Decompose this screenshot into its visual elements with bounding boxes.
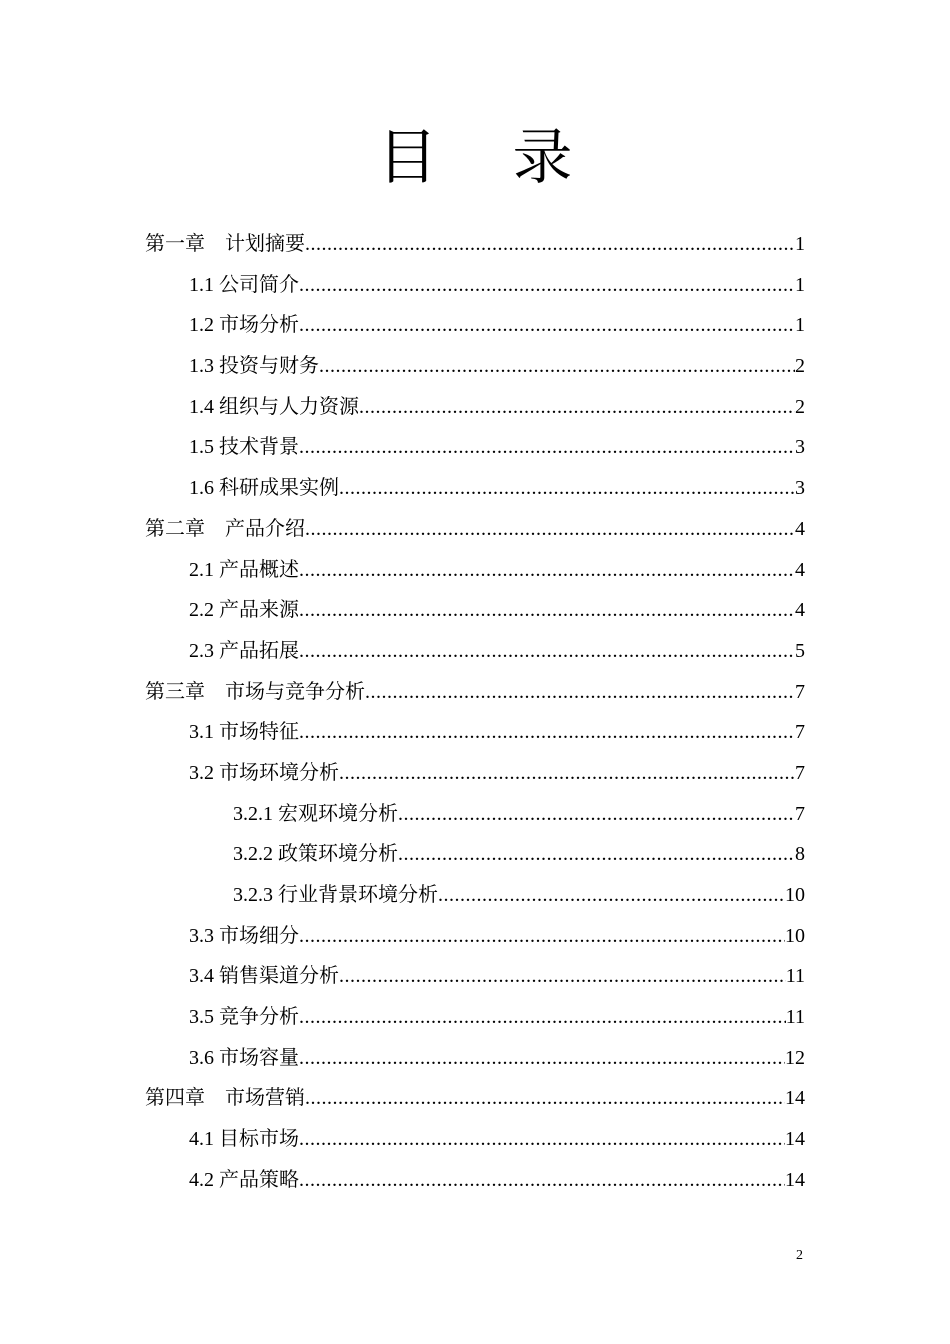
toc-entry-title: 3.2.3 行业背景环境分析 [233, 884, 438, 906]
toc-entry-title: 1.4 组织与人力资源 [189, 395, 359, 418]
toc-subsection-entry[interactable] [0, 794, 950, 835]
toc-entry-title: 3.5 竞争分析 [189, 1006, 299, 1029]
toc-dot-leader [339, 753, 795, 794]
toc-entry-page-number: 2 [795, 355, 805, 378]
toc-section-entry[interactable] [0, 631, 950, 672]
toc-chapter-entry[interactable] [0, 1078, 950, 1119]
toc-entry-title: 第四章 市场营销 [145, 1087, 305, 1110]
toc-entry-page-number: 14 [785, 1168, 805, 1191]
toc-entry-page-number: 1 [795, 233, 805, 255]
toc-dot-leader [299, 1038, 785, 1079]
toc-section-entry[interactable] [0, 346, 950, 387]
toc-entry-title: 2.1 产品概述 [189, 558, 299, 581]
toc-entry-title: 第一章 计划摘要 [145, 233, 305, 255]
toc-entry-title: 1.2 市场分析 [189, 314, 299, 337]
toc-entry-title: 第三章 市场与竞争分析 [145, 680, 365, 703]
toc-dot-leader [359, 387, 795, 428]
toc-subsection-entry[interactable] [0, 875, 950, 916]
page-title: 目 录 [377, 123, 601, 193]
toc-entry-title: 2.3 产品拓展 [189, 639, 299, 662]
toc-entry-title: 3.2 市场环境分析 [189, 761, 339, 784]
toc-entry-page-number: 2 [795, 395, 805, 418]
toc-entry-title: 1.1 公司简介 [189, 273, 299, 296]
toc-entry-page-number: 10 [785, 924, 805, 947]
toc-entry-title: 3.1 市场特征 [189, 721, 299, 744]
toc-entry-page-number: 12 [785, 1046, 805, 1069]
toc-section-entry[interactable] [0, 916, 950, 957]
toc-entry-title: 3.3 市场细分 [189, 924, 299, 947]
toc-section-entry[interactable] [0, 956, 950, 997]
toc-chapter-entry[interactable] [0, 224, 950, 265]
toc-section-entry[interactable] [0, 997, 950, 1038]
toc-entry-page-number: 7 [795, 802, 805, 825]
toc-section-entry[interactable] [0, 1038, 950, 1079]
table-of-contents [0, 224, 950, 1201]
toc-dot-leader [299, 265, 795, 306]
toc-dot-leader [305, 1078, 785, 1119]
toc-entry-page-number: 10 [785, 884, 805, 906]
toc-entry-page-number: 4 [795, 558, 805, 581]
toc-dot-leader [319, 346, 795, 387]
toc-section-entry[interactable] [0, 265, 950, 306]
toc-entry-page-number: 5 [795, 639, 805, 662]
toc-chapter-entry[interactable] [0, 509, 950, 550]
toc-section-entry[interactable] [0, 427, 950, 468]
toc-entry-title: 3.6 市场容量 [189, 1046, 299, 1069]
toc-dot-leader [299, 1160, 785, 1201]
toc-entry-title: 第二章 产品介绍 [145, 517, 305, 540]
toc-dot-leader [438, 875, 785, 916]
toc-section-entry[interactable] [0, 712, 950, 753]
toc-section-entry[interactable] [0, 468, 950, 509]
toc-dot-leader [305, 509, 795, 550]
toc-entry-page-number: 7 [795, 721, 805, 744]
toc-subsection-entry[interactable] [0, 834, 950, 875]
toc-entry-title: 1.5 技术背景 [189, 436, 299, 459]
toc-entry-page-number: 7 [795, 761, 805, 784]
toc-entry-page-number: 8 [795, 843, 805, 866]
toc-entry-page-number: 4 [795, 599, 805, 622]
toc-entry-title: 2.2 产品来源 [189, 599, 299, 622]
toc-dot-leader [299, 631, 795, 672]
toc-entry-title: 3.4 销售渠道分析 [189, 965, 339, 988]
toc-dot-leader [305, 224, 795, 265]
toc-section-entry[interactable] [0, 550, 950, 591]
page-number: 2 [796, 1248, 803, 1263]
toc-dot-leader [299, 916, 785, 957]
toc-dot-leader [299, 997, 786, 1038]
toc-entry-title: 3.2.2 政策环境分析 [233, 843, 398, 866]
toc-section-entry[interactable] [0, 753, 950, 794]
toc-entry-page-number: 1 [795, 273, 805, 296]
toc-entry-title: 4.2 产品策略 [189, 1168, 299, 1191]
toc-dot-leader [299, 427, 795, 468]
toc-section-entry[interactable] [0, 387, 950, 428]
toc-section-entry[interactable] [0, 590, 950, 631]
toc-entry-title: 1.3 投资与财务 [189, 355, 319, 378]
toc-entry-page-number: 11 [785, 1006, 805, 1029]
toc-dot-leader [365, 672, 795, 713]
toc-dot-leader [398, 794, 795, 835]
toc-dot-leader [398, 834, 795, 875]
toc-entry-page-number: 4 [795, 517, 805, 540]
toc-dot-leader [339, 468, 795, 509]
toc-entry-page-number: 14 [785, 1087, 805, 1110]
toc-entry-page-number: 14 [785, 1128, 805, 1151]
toc-dot-leader [299, 550, 795, 591]
toc-entry-title: 4.1 目标市场 [189, 1128, 299, 1151]
toc-dot-leader [339, 956, 786, 997]
toc-entry-page-number: 11 [785, 965, 805, 988]
toc-dot-leader [299, 712, 795, 753]
toc-section-entry[interactable] [0, 305, 950, 346]
toc-entry-title: 3.2.1 宏观环境分析 [233, 802, 398, 825]
toc-dot-leader [299, 305, 795, 346]
toc-section-entry[interactable] [0, 1160, 950, 1201]
toc-entry-page-number: 3 [795, 436, 805, 459]
toc-dot-leader [299, 590, 795, 631]
toc-entry-page-number: 3 [795, 477, 805, 500]
toc-entry-page-number: 1 [795, 314, 805, 337]
toc-chapter-entry[interactable] [0, 672, 950, 713]
toc-entry-page-number: 7 [795, 680, 805, 703]
toc-entry-title: 1.6 科研成果实例 [189, 477, 339, 500]
toc-section-entry[interactable] [0, 1119, 950, 1160]
toc-dot-leader [299, 1119, 785, 1160]
